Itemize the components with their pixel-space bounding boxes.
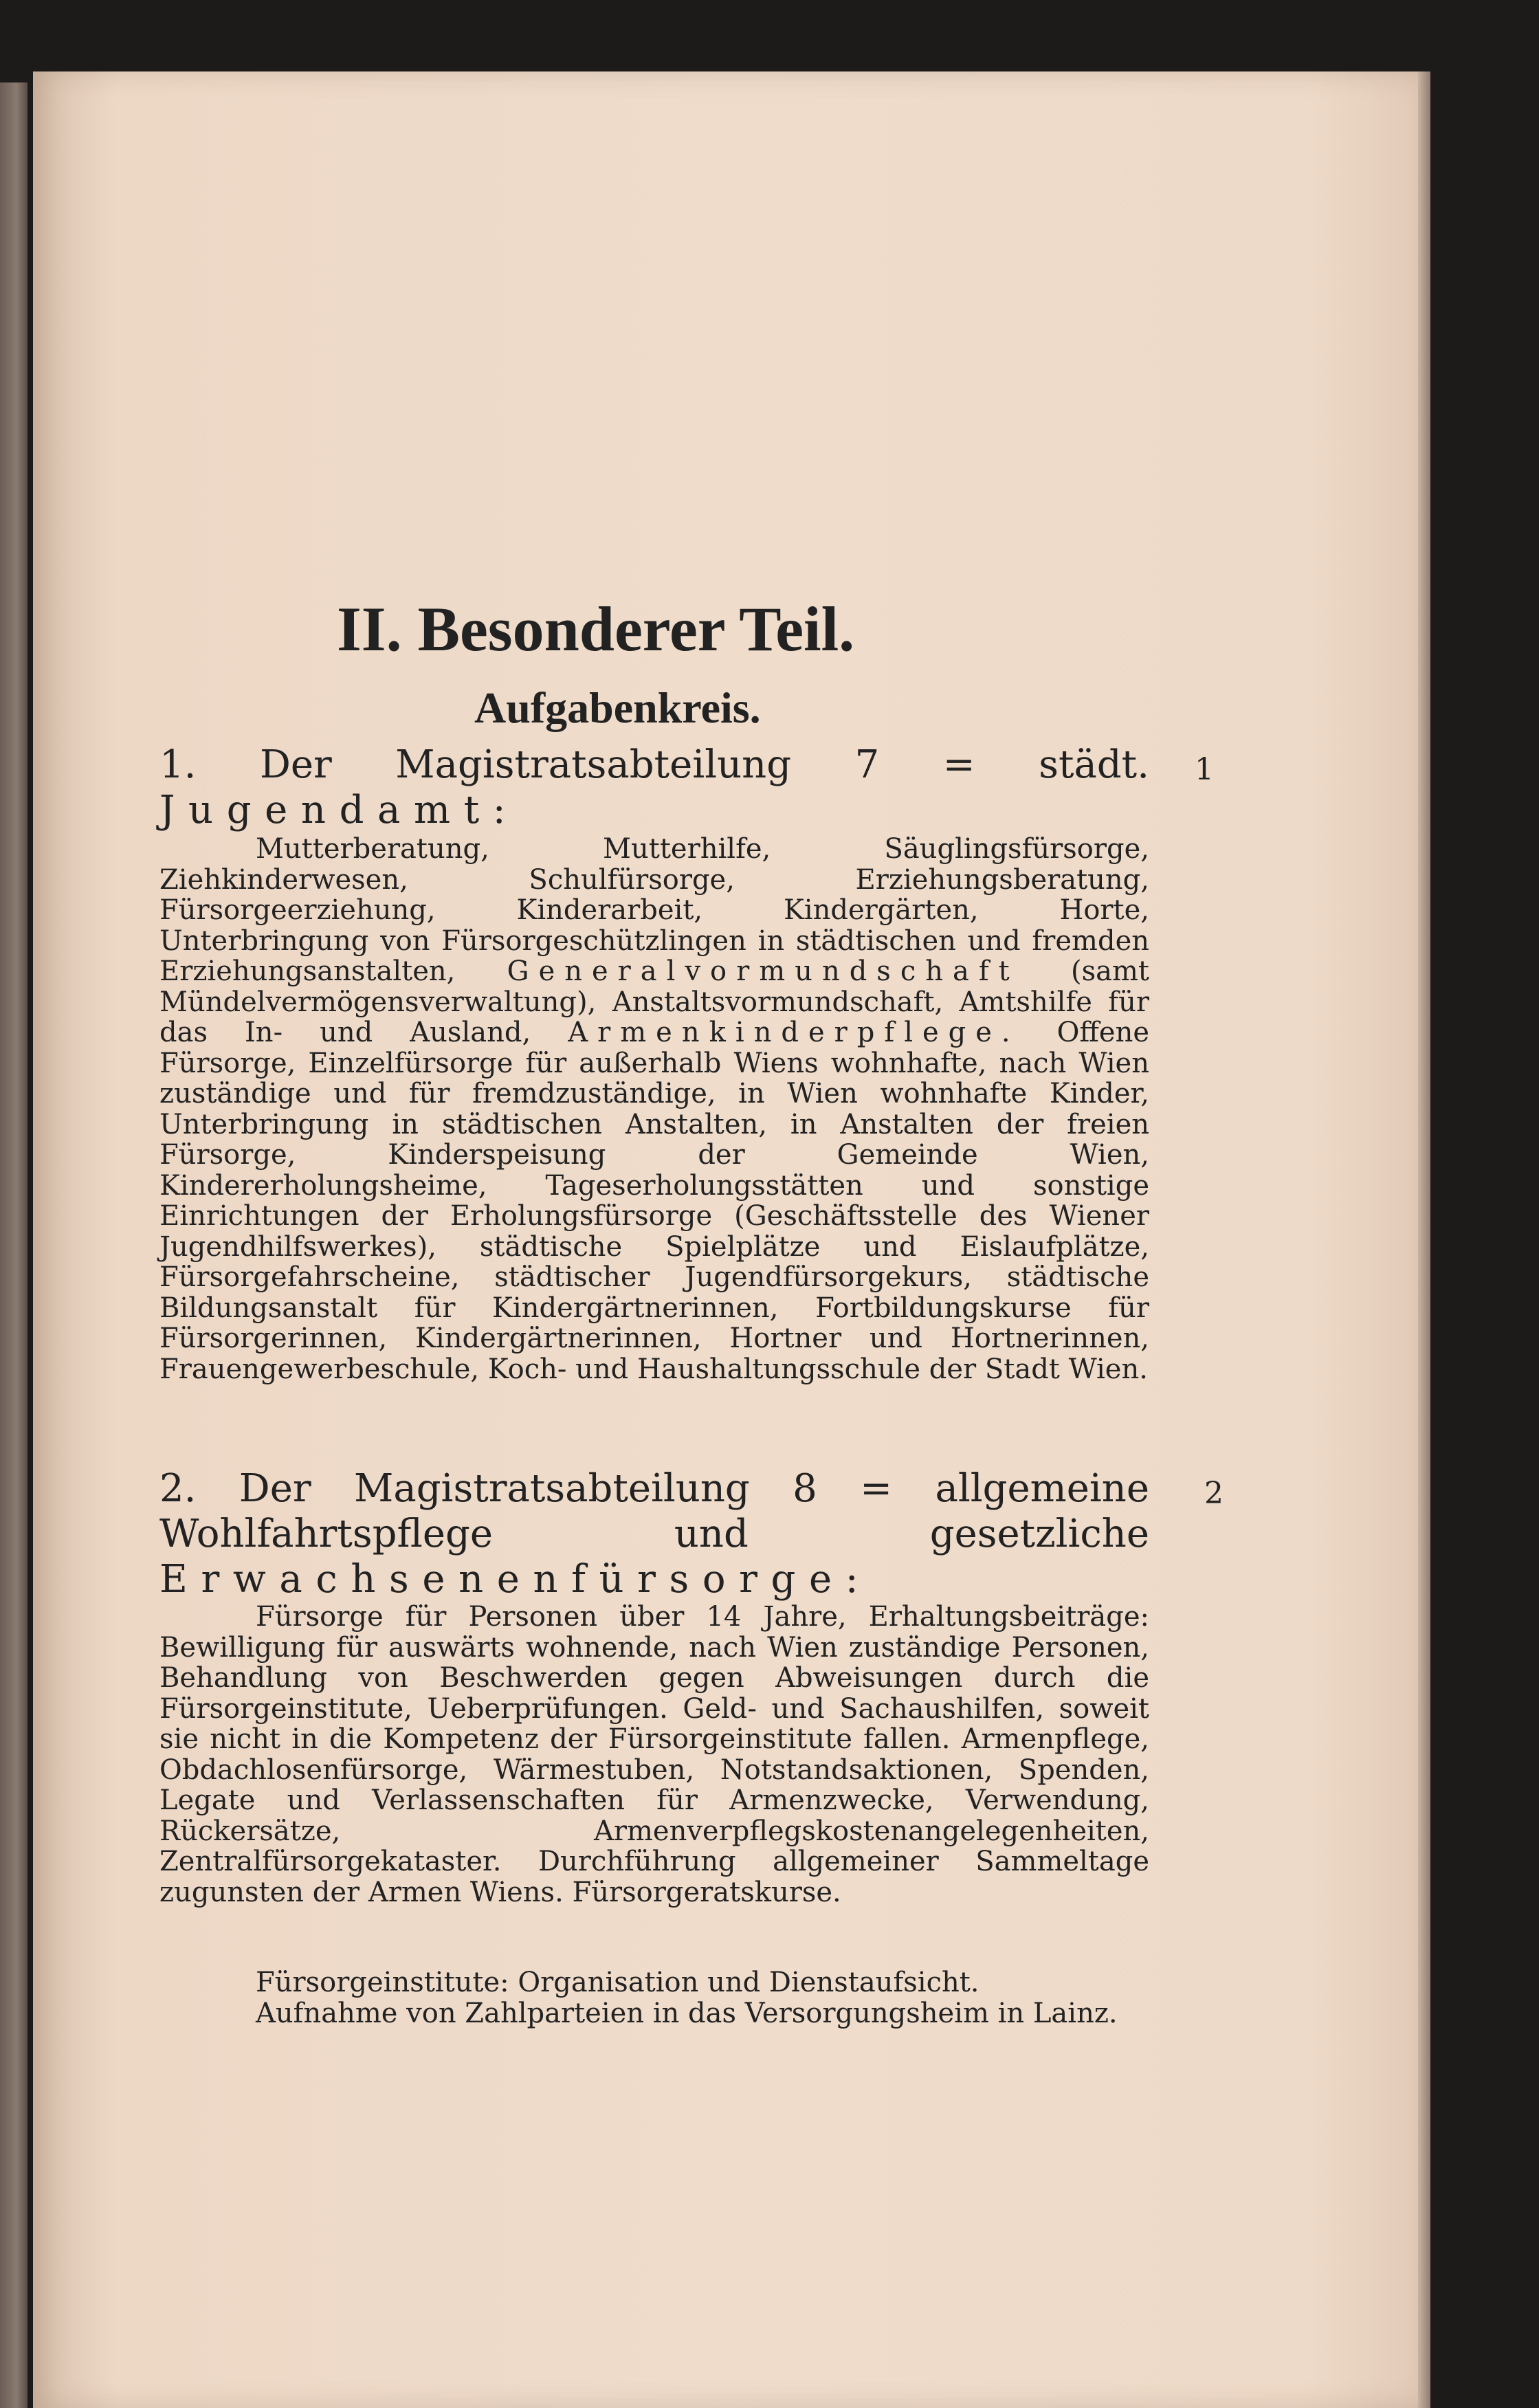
body-spaced-text: Generalvormundschaft [507, 956, 1019, 987]
section-body [159, 834, 1149, 1384]
section-body: Aufnahme von Zahlparteien in das Versorgungsheim in Lainz. [256, 1998, 1118, 2029]
page-edge-shadow [1418, 71, 1430, 2408]
body-text: Mutterberatung, Mutterhilfe, Säuglingsfürsorge, Ziehkinderwesen, Schulfürsorge, Erziehungsberatung, Fürsorgeerziehung, Kinderarbeit, Kindergärten, Horte, Unterbringung von Fürsorgeschützlingen in städtischen und fremden Erziehungsanstalten, [159, 833, 1149, 987]
section-body: Fürsorge für Personen über 14 Jahre, Erhaltungsbeiträge: Bewilligung für auswärts wohnende, nach Wien zuständige Personen, Behandlung von Beschwerden gegen Abweisungen durch die Fürsorgeinstitute, Ueberprüfungen. Geld- und Sachaushilfen, soweit sie nicht in die Kompetenz der Fürsorgeinstitute fallen. Armenpflege, Obdachlosenfürsorge, Wärmestuben, Notstandsaktionen, Spenden, Legate und Verlassenschaften für Armenzwecke, Verwendung, Rückersätze, Armenverpflegskostenangelegenheiten, Zentralfürsorgekataster. Durchführung allgemeiner Sammeltage zugunsten der Armen Wiens. Fürsorgeratskurse. [159, 1601, 1149, 1908]
body-spaced-text: Armenkinderpflege. [568, 1017, 1020, 1048]
book-binding [0, 82, 27, 2408]
margin-number: 1 [1195, 752, 1214, 787]
section-body: Fürsorgeinstitute: Organisation und Dienstaufsicht. [256, 1967, 979, 1998]
body-text: (samt Mündelvermögensverwaltung), Anstaltsvormundschaft, Amtshilfe für das In- und Ausland, [159, 956, 1149, 1048]
part-title: II. Besonderer Teil. [337, 594, 855, 664]
section-subtitle: Aufgabenkreis. [474, 683, 761, 732]
section-heading [159, 1466, 1149, 1602]
section-heading [159, 742, 1149, 833]
margin-number: 2 [1204, 1476, 1224, 1511]
heading-spaced-text: Erwachsenenfürsorge: [159, 1557, 872, 1602]
heading-text: 2. Der Magistratsabteilung 8 = allgemeine Wohlfahrtspflege und gesetzliche [159, 1466, 1149, 1556]
heading-spaced-text: Jugendamt: [159, 788, 520, 832]
heading-text: 1. Der Magistratsabteilung 7 = städt. [159, 742, 1149, 787]
body-text: Offene Fürsorge, Einzelfürsorge für außerhalb Wiens wohnhafte, nach Wien zuständige und für fremdzuständige, in Wien wohnhafte Kinder, Unterbringung in städtischen Anstalten, in Anstalten der freien Fürsorge, Kinderspeisung der Gemeinde Wien, Kindererholungsheime, Tageserholungsstätten und sonstige Einrichtungen der Erholungsfürsorge (Geschäftsstelle des Wiener Jugendhilfswerkes), städtische Spielplätze und Eislaufplätze, Fürsorgefahrscheine, städtischer Jugendfürsorgekurs, städtische Bildungsanstalt für Kindergärtnerinnen, Fortbildungskurse für Fürsorgerinnen, Kindergärtnerinnen, Hortner und Hortnerinnen, Frauengewerbeschule, Koch- und Haushaltungsschule der Stadt Wien. [159, 1017, 1150, 1385]
